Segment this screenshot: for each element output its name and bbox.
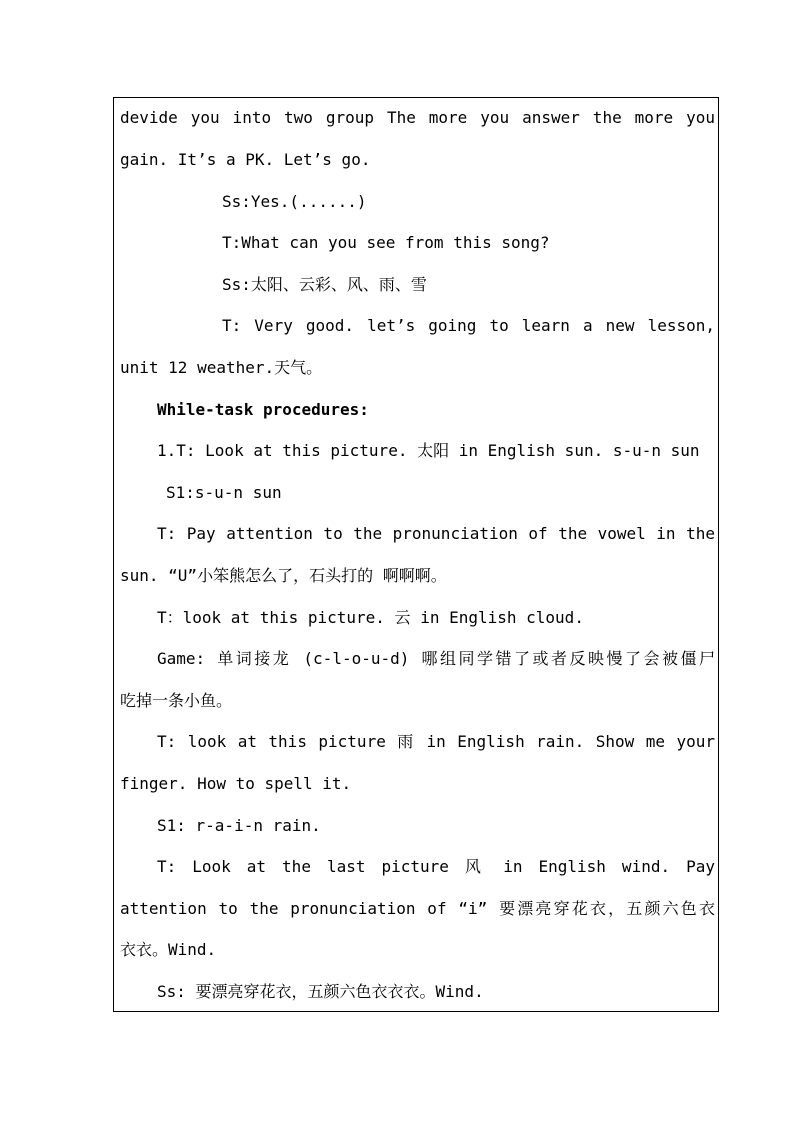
text-line-13: T：look at this picture. 云 in English cloud. [157, 608, 584, 627]
text-line-5: Ss:太阳、云彩、风、雨、雪 [222, 275, 427, 294]
text-line-3: Ss:Yes.(......) [222, 192, 367, 211]
text-line-1: devide you into two group The more you answer the more you [120, 108, 715, 127]
text-line-11: T: Pay attention to the pronunciation of the vowel in the [157, 524, 715, 543]
text-line-2: gain. It’s a PK. Let’s go. [120, 150, 371, 169]
text-line-17: finger. How to spell it. [120, 774, 352, 793]
text-line-22: Ss: 要漂亮穿花衣，五颜六色衣衣衣。Wind. [157, 982, 484, 1001]
text-line-21: 衣衣。Wind. [120, 940, 217, 959]
text-line-4: T:What can you see from this song? [222, 233, 550, 252]
text-line-18: S1: r-a-i-n rain. [157, 816, 321, 835]
text-line-19: T: Look at the last picture 风 in English wind. Pay [157, 857, 715, 876]
text-line-16: T: look at this picture 雨 in English rain. Show me your [157, 732, 715, 751]
text-line-7: unit 12 weather.天气。 [120, 358, 323, 377]
text-line-9: 1.T: Look at this picture. 太阳 in English sun. s-u-n sun [157, 441, 700, 460]
text-line-20: attention to the pronunciation of “i” 要漂亮穿花衣，五颜六色衣 [120, 899, 715, 918]
text-line-12: sun. “U”小笨熊怎么了，石头打的 啊啊啊。 [120, 566, 447, 585]
text-line-15: 吃掉一条小鱼。 [120, 691, 233, 710]
text-line-6: T: Very good. let’s going to learn a new lesson, [222, 316, 715, 335]
section-heading: While-task procedures: [157, 400, 369, 419]
text-line-14: Game: 单词接龙 (c-l-o-u-d) 哪组同学错了或者反映慢了会被僵尸 [157, 649, 715, 668]
text-line-10: S1:s-u-n sun [166, 483, 282, 502]
